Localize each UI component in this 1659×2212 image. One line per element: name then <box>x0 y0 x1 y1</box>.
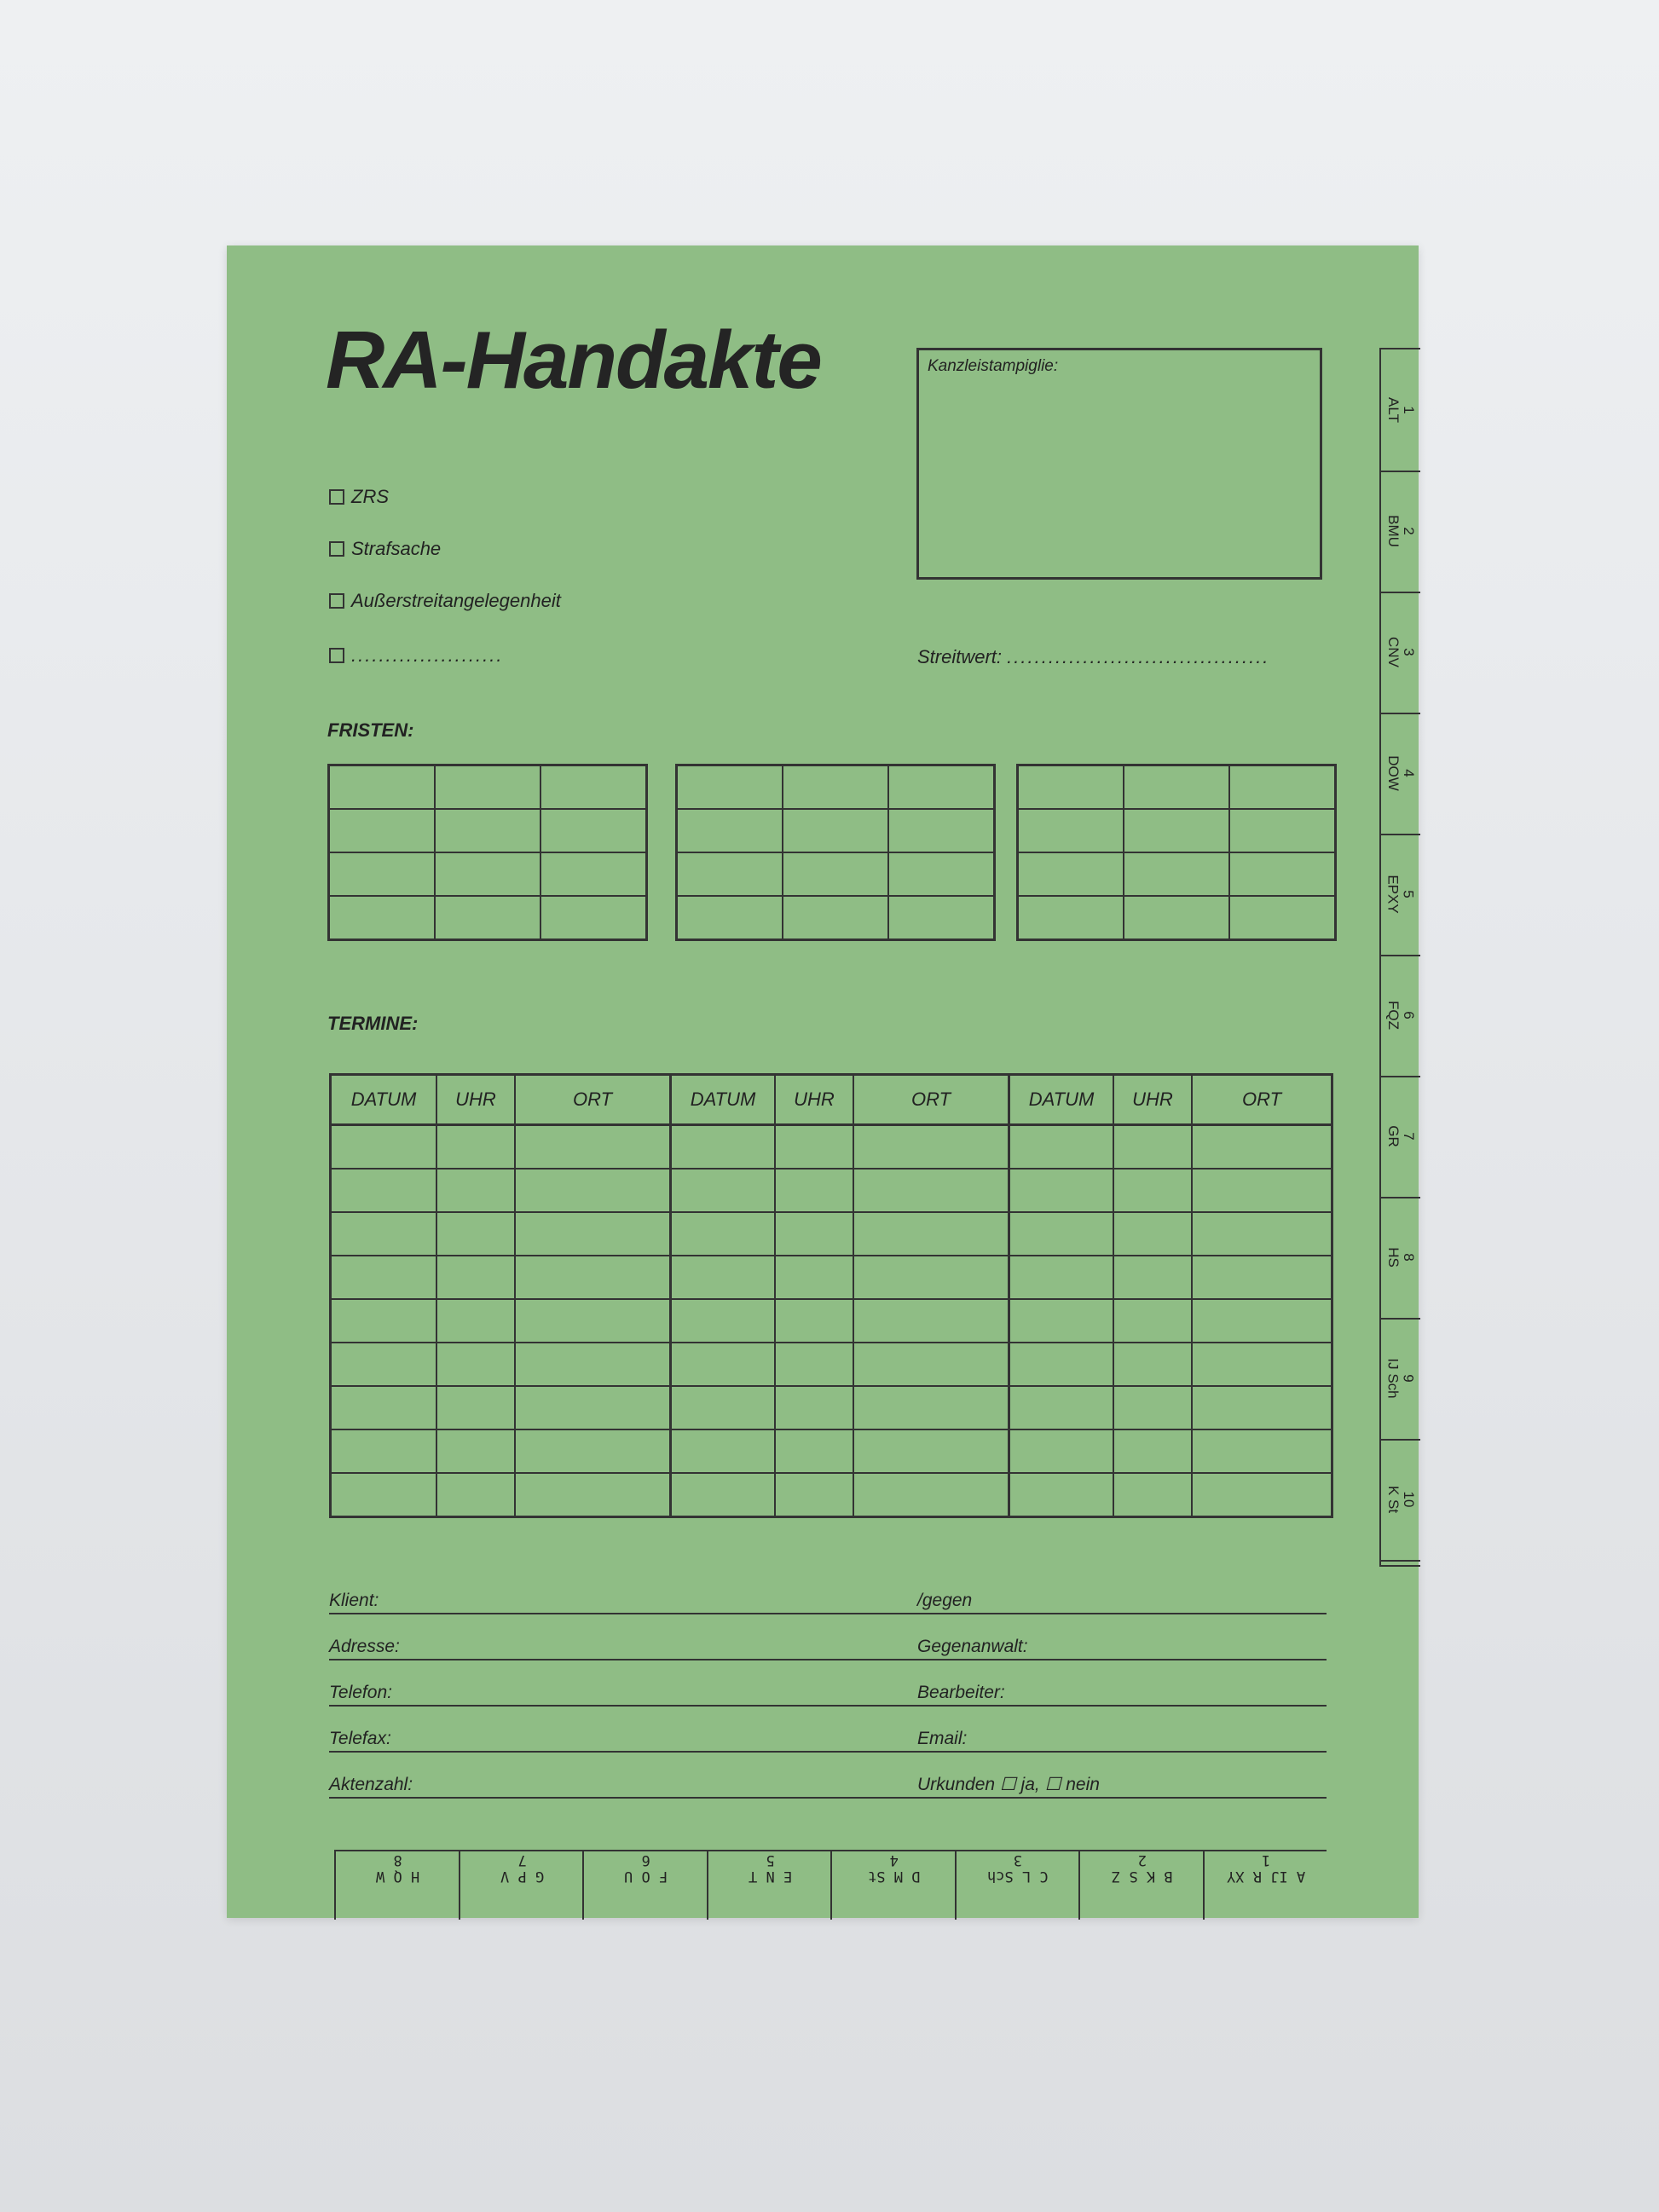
checkbox-icon <box>329 648 344 663</box>
col-header: ORT <box>853 1075 1009 1125</box>
stamp-label: Kanzleistampiglie: <box>928 357 1059 375</box>
bottom-register-label <box>624 1851 668 1889</box>
register-tab-number: 7 <box>1401 1132 1417 1141</box>
register-tab-label <box>1385 755 1416 791</box>
streitwert-dots: ...................................... <box>1007 646 1270 667</box>
bottom-register-label <box>987 1851 1049 1889</box>
checkbox-icon <box>329 593 344 609</box>
col-header: DATUM <box>671 1075 776 1125</box>
bottom-register-letters: C L Sch <box>987 1868 1049 1885</box>
bottom-register-label <box>376 1851 419 1889</box>
bottom-register-tab[interactable] <box>1078 1851 1205 1920</box>
adresse-label: Adresse: <box>329 1637 400 1656</box>
register-tab-letters: DOW <box>1384 755 1402 791</box>
register-tab-number: 10 <box>1401 1491 1417 1508</box>
bottom-register-label <box>1227 1851 1305 1889</box>
bottom-register-letters: D M St <box>868 1868 921 1885</box>
col-header: UHR <box>436 1075 515 1125</box>
checkbox-other[interactable] <box>329 644 503 667</box>
col-header: DATUM <box>1009 1075 1114 1125</box>
side-register <box>1379 348 1420 1567</box>
row-telefax[interactable] <box>329 1725 1327 1753</box>
register-tab-label <box>1385 1125 1416 1147</box>
register-tab-label <box>1385 515 1416 547</box>
telefon-label: Telefon: <box>329 1683 392 1702</box>
checkbox-icon <box>329 489 344 505</box>
bottom-register-label <box>1112 1851 1173 1889</box>
register-tab-label <box>1385 1001 1416 1030</box>
register-tab-letters: ALT <box>1384 397 1402 423</box>
register-tab[interactable] <box>1381 1197 1420 1320</box>
col-header: UHR <box>1113 1075 1192 1125</box>
bottom-register-number: 2 <box>1137 1851 1147 1868</box>
bottom-register-letters: A IJ R XY <box>1227 1868 1306 1885</box>
aktenzahl-label: Aktenzahl: <box>329 1775 413 1794</box>
register-tab-letters: EPXY <box>1384 875 1402 914</box>
register-tab-label <box>1385 1486 1416 1513</box>
gegenanwalt-label: Gegenanwalt: <box>917 1637 1028 1656</box>
row-aktenzahl[interactable] <box>329 1771 1327 1799</box>
bottom-register-tab[interactable] <box>582 1851 708 1920</box>
termine-row[interactable] <box>331 1169 1332 1212</box>
register-tab-letters: FQZ <box>1385 1001 1402 1030</box>
register-tab[interactable] <box>1381 713 1420 835</box>
checkbox-zrs[interactable] <box>329 486 389 508</box>
bottom-register-letters: E N T <box>748 1868 792 1885</box>
register-tab-letters: BMU <box>1385 515 1402 547</box>
fristen-table-3[interactable] <box>1016 764 1337 941</box>
register-tab-label <box>1385 875 1416 913</box>
register-tab-letters: GR <box>1385 1125 1402 1147</box>
fristen-table-1[interactable] <box>327 764 648 941</box>
register-tab-number: 4 <box>1400 769 1417 777</box>
register-tab-label <box>1385 397 1416 423</box>
handakte-sheet <box>227 245 1419 1918</box>
bottom-register <box>334 1850 1327 1920</box>
bottom-register-tab[interactable] <box>955 1851 1081 1920</box>
fristen-heading: FRISTEN: <box>327 719 414 741</box>
other-dots: ...................... <box>351 644 504 666</box>
register-tab[interactable] <box>1381 471 1420 593</box>
bottom-register-letters: H Q W <box>376 1868 420 1885</box>
col-header: DATUM <box>331 1075 437 1125</box>
register-tab-label <box>1385 637 1416 667</box>
checkbox-label-strafsache: Strafsache <box>351 538 442 559</box>
register-tab-number: 6 <box>1401 1011 1417 1019</box>
register-tab[interactable] <box>1381 1076 1420 1198</box>
bottom-register-number: 6 <box>641 1851 650 1868</box>
form-title: RA-Handakte <box>326 315 821 406</box>
bottom-register-number: 8 <box>393 1851 402 1868</box>
register-tab-letters: K St <box>1385 1485 1402 1514</box>
register-tab-number: 3 <box>1401 648 1417 656</box>
bottom-register-letters: B K S Z <box>1111 1868 1173 1885</box>
register-tab-label <box>1385 1247 1416 1268</box>
stamp-box[interactable] <box>916 348 1322 580</box>
bottom-register-tab[interactable] <box>334 1851 460 1920</box>
register-tab-number: 5 <box>1400 890 1417 898</box>
bottom-register-number: 5 <box>766 1851 775 1868</box>
checkbox-strafsache[interactable] <box>329 538 441 560</box>
bottom-register-label <box>868 1851 920 1889</box>
termine-heading: TERMINE: <box>327 1013 419 1034</box>
checkbox-label-zrs: ZRS <box>351 486 389 507</box>
col-header: ORT <box>515 1075 671 1125</box>
bottom-register-number: 1 <box>1262 1851 1271 1868</box>
bottom-register-tab[interactable] <box>830 1851 957 1920</box>
bottom-register-label <box>749 1851 792 1889</box>
bottom-register-letters: F O U <box>624 1868 668 1885</box>
register-tab-number: 2 <box>1401 527 1417 535</box>
bearbeiter-label: Bearbeiter: <box>917 1683 1005 1702</box>
urkunden-label: Urkunden ☐ ja, ☐ nein <box>917 1775 1100 1794</box>
bottom-register-letters: G P V <box>500 1868 544 1885</box>
bottom-register-label <box>500 1851 544 1889</box>
fristen-table-2[interactable] <box>675 764 996 941</box>
register-tab[interactable] <box>1381 1318 1420 1441</box>
checkbox-icon <box>329 541 344 557</box>
register-tab[interactable] <box>1381 834 1420 956</box>
col-header: ORT <box>1192 1075 1332 1125</box>
termine-row[interactable] <box>331 1386 1332 1429</box>
row-klient[interactable] <box>329 1587 1327 1614</box>
termine-table[interactable] <box>329 1073 1333 1518</box>
klient-label: Klient: <box>329 1591 379 1610</box>
bottom-register-number: 7 <box>517 1851 527 1868</box>
bottom-register-number: 3 <box>1014 1851 1023 1868</box>
termine-row[interactable] <box>331 1299 1332 1343</box>
register-tab[interactable] <box>1381 592 1420 714</box>
register-tab-number: 9 <box>1401 1374 1417 1383</box>
termine-row[interactable] <box>331 1473 1332 1517</box>
bottom-register-number: 4 <box>889 1851 899 1868</box>
termine-row[interactable] <box>331 1343 1332 1386</box>
telefax-label: Telefax: <box>329 1729 391 1748</box>
register-tab-number: 8 <box>1401 1253 1417 1262</box>
bottom-register-tab[interactable] <box>707 1851 833 1920</box>
checkbox-label-ausserstreit: Außerstreitangelegenheit <box>351 590 561 611</box>
bottom-register-tab[interactable] <box>459 1851 585 1920</box>
gegen-label: /gegen <box>917 1591 973 1610</box>
streitwert-label: Streitwert: <box>917 646 1003 667</box>
streitwert-field[interactable] <box>917 646 1269 668</box>
row-telefon[interactable] <box>329 1679 1327 1707</box>
bottom-register-tab[interactable] <box>1203 1851 1329 1920</box>
register-tab[interactable] <box>1381 1439 1420 1562</box>
termine-row[interactable] <box>331 1212 1332 1256</box>
register-tab-letters: IJ Sch <box>1385 1358 1402 1399</box>
termine-row[interactable] <box>331 1125 1332 1170</box>
register-tab-letters: CNV <box>1385 637 1402 667</box>
register-tab[interactable] <box>1381 349 1420 472</box>
email-label: Email: <box>917 1729 968 1748</box>
termine-row[interactable] <box>331 1256 1332 1299</box>
register-tab-letters: HS <box>1385 1247 1402 1268</box>
register-tab-number: 1 <box>1400 406 1417 414</box>
register-tab-label <box>1385 1358 1416 1398</box>
register-tab[interactable] <box>1381 955 1420 1077</box>
checkbox-ausserstreit[interactable] <box>329 590 561 612</box>
col-header: UHR <box>775 1075 853 1125</box>
termine-row[interactable] <box>331 1429 1332 1473</box>
row-adresse[interactable] <box>329 1633 1327 1660</box>
